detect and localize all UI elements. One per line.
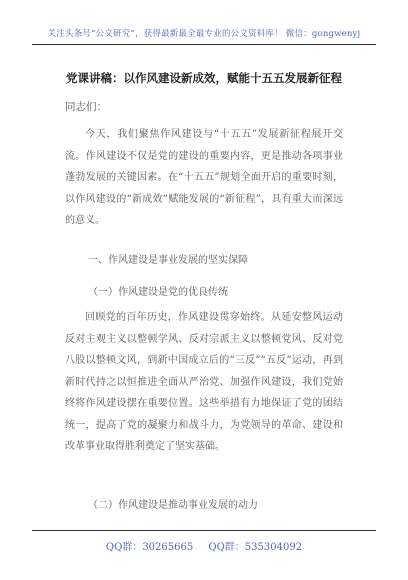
subsection-heading-2: （二）作风建设是推动事业发展的动力 bbox=[88, 500, 258, 511]
footer-qq-group-2: QQ群：535304092 bbox=[208, 542, 303, 553]
header-divider bbox=[32, 44, 376, 45]
header-banner: 关注头条号“公文研究”，获得最新最全最专业的公文资料库！ 微信：gongwenyj bbox=[47, 29, 361, 39]
greeting: 同志们： bbox=[65, 101, 107, 113]
document-title: 党课讲稿：以作风建设新成效，赋能十五五发展新征程 bbox=[66, 71, 342, 85]
subsection-heading-1: （一）作风建设是党的优良传统 bbox=[88, 287, 228, 298]
footer bbox=[0, 538, 408, 553]
footer-divider bbox=[32, 530, 376, 531]
section-heading-1: 一、作风建设是事业发展的坚实保障 bbox=[88, 255, 248, 266]
subsection-body-1: 回顾党的百年历史，作风建设贯穿始终。从延安整风运动反对主观主义以整顿学风、反对宗派主义以整顿党风、反对党八股以整顿文风，到新中国成立后的“三反”“五反”运动，再到新时代持之以恒推进全面从严治党、加强作风建设，我们党始终将作风建设摆在重要位置。这些举措有力地保证了党的团结统一，提高了党的凝聚力和战斗力，为党领导的革命、建设和改革事业取得胜利奠定了坚实基础。 bbox=[65, 312, 343, 452]
intro-paragraph: 今天，我们聚焦作风建设与“十五五”发展新征程展开交流。作风建设不仅是党的建设的重要内容，更是推动各项事业蓬勃发展的关键因素。在“十五五”规划全面开启的重要时刻，以作风建设的“新成效”赋能发展的“新征程”，具有重大而深远的意义。 bbox=[65, 129, 343, 226]
footer-qq-group-1: QQ群：30265665 bbox=[105, 542, 194, 553]
